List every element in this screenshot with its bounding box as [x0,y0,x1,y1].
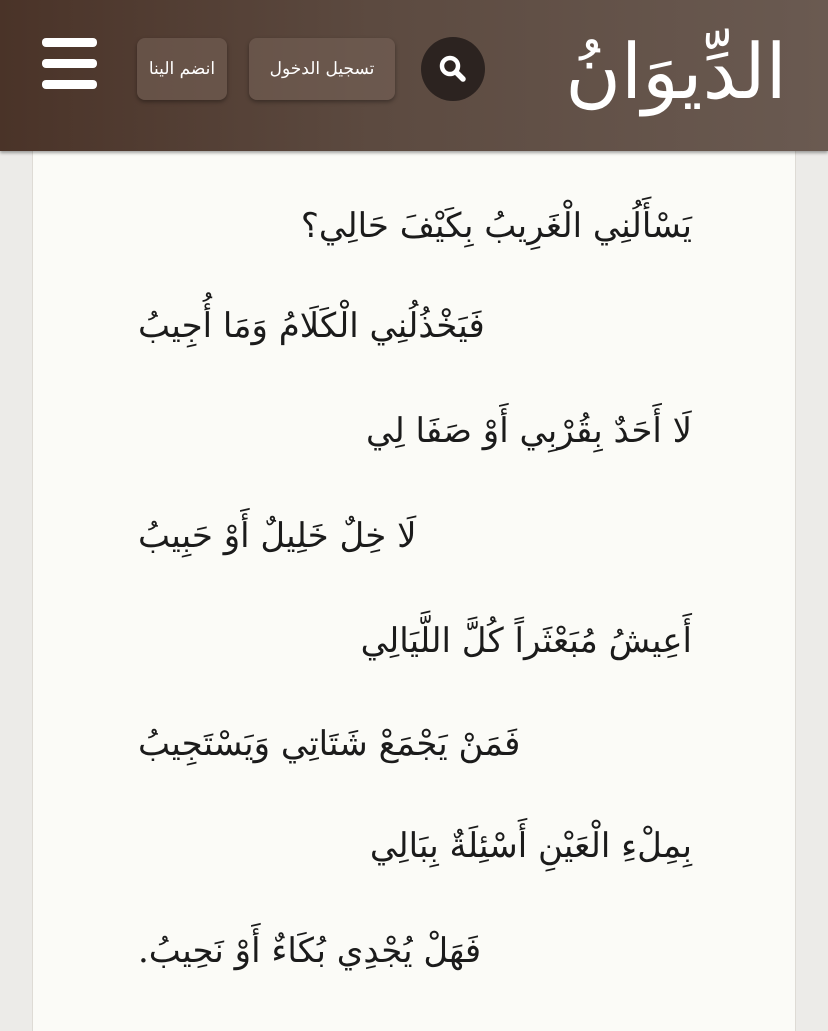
poem-verse: فَيَخْذُلُنِي الْكَلَامُ وَمَا أُجِيبُ [138,306,485,346]
site-logo[interactable]: الدِّيوَانُ [565,27,787,116]
search-icon [437,53,469,85]
site-header [0,0,828,151]
login-button[interactable]: تسجيل الدخول [249,38,395,100]
poem-verse: أَعِيشُ مُبَعْثَراً كُلَّ اللَّيَالِي [360,621,692,661]
hamburger-menu-button[interactable] [38,36,100,92]
poem-verse: لَا أَحَدٌ بِقُرْبِي أَوْ صَفَا لِي [366,411,692,451]
search-button[interactable] [421,37,485,101]
poem-verse: فَهَلْ يُجْدِي بُكَاءٌ أَوْ نَحِيبُ. [138,931,482,971]
poem-verse: بِمِلْءِ الْعَيْنِ أَسْئِلَةٌ بِبَالِي [369,826,692,866]
poem-content [32,151,796,1031]
hamburger-menu-icon-bar [42,80,97,89]
hamburger-menu-icon-bar [42,59,97,68]
hamburger-menu-icon [42,38,97,47]
join-button[interactable]: انضم الينا [137,38,227,100]
poem-verse: يَسْأَلُنِي الْغَرِيبُ بِكَيْفَ حَالِي؟ [300,206,692,246]
poem-verse: لَا خِلٌ خَلِيلٌ أَوْ حَبِيبُ [138,516,417,556]
poem-verse: فَمَنْ يَجْمَعْ شَتَاتِي وَيَسْتَجِيبُ [138,724,521,764]
